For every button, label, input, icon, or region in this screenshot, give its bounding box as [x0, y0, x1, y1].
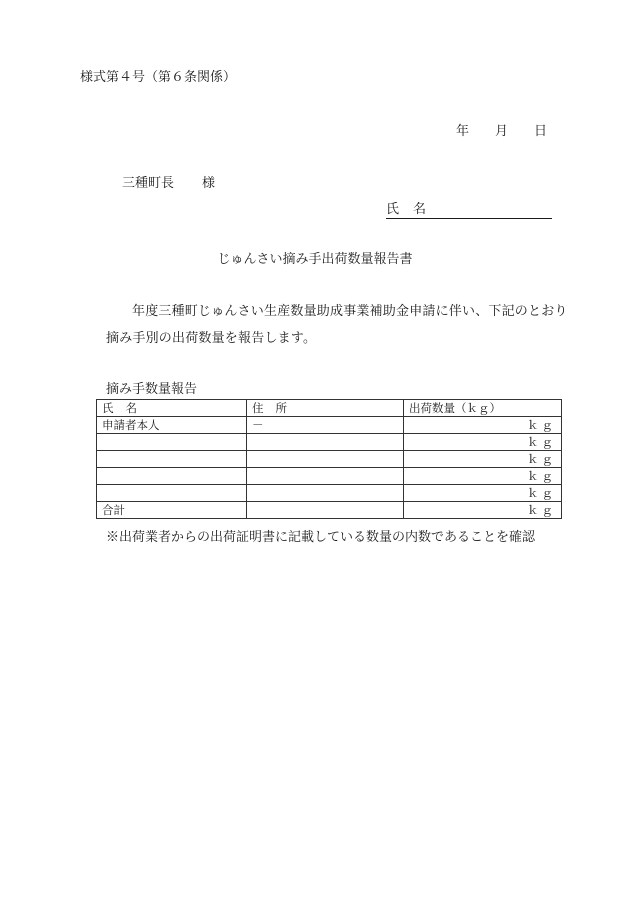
applicant-name-label-2: 名 [413, 202, 427, 217]
cell-quantity[interactable]: ｋｇ [404, 434, 562, 451]
table-row [97, 434, 562, 451]
applicant-name-field[interactable] [386, 198, 552, 219]
table-header-row [97, 400, 562, 417]
table-row [97, 451, 562, 468]
cell-address[interactable] [247, 485, 404, 502]
table-row [97, 468, 562, 485]
date-line [456, 120, 547, 139]
cell-address[interactable]: － [247, 417, 404, 434]
footnote: ※出荷業者からの出荷証明書に記載している数量の内数であることを確認 [106, 530, 536, 545]
cell-total-quantity[interactable]: ｋｇ [404, 502, 562, 519]
date-year-label: 年 [456, 124, 470, 139]
cell-name[interactable] [97, 468, 247, 485]
date-month-label: 月 [495, 124, 509, 139]
addressee [122, 172, 215, 191]
table-row [97, 485, 562, 502]
cell-address[interactable] [247, 434, 404, 451]
cell-name[interactable] [97, 451, 247, 468]
cell-address[interactable] [247, 502, 404, 519]
table-row [97, 417, 562, 434]
report-table [96, 399, 562, 519]
cell-name[interactable] [97, 485, 247, 502]
section-title: 摘み手数量報告 [106, 382, 198, 397]
addressee-honorific: 様 [202, 176, 216, 191]
cell-address[interactable] [247, 451, 404, 468]
header-address: 住 所 [247, 400, 404, 417]
cell-address[interactable] [247, 468, 404, 485]
addressee-name: 三種町長 [122, 176, 175, 191]
applicant-name-label-1: 氏 [386, 202, 400, 217]
body-text: 年度三種町じゅんさい生産数量助成事業補助金申請に伴い、下記のとおり摘み手別の出荷数量を報告します。 [106, 304, 568, 346]
form-number: 様式第４号（第６条関係） [80, 70, 237, 85]
header-quantity: 出荷数量（ｋｇ） [404, 400, 562, 417]
cell-total-label: 合計 [97, 502, 247, 519]
header-name: 氏 名 [97, 400, 247, 417]
table-total-row [97, 502, 562, 519]
document-title: じゅんさい摘み手出荷数量報告書 [217, 252, 413, 267]
cell-quantity[interactable]: ｋｇ [404, 468, 562, 485]
cell-name[interactable]: 申請者本人 [97, 417, 247, 434]
date-day-label: 日 [534, 124, 548, 139]
cell-name[interactable] [97, 434, 247, 451]
cell-quantity[interactable]: ｋｇ [404, 451, 562, 468]
cell-quantity[interactable]: ｋｇ [404, 485, 562, 502]
cell-quantity[interactable]: ｋｇ [404, 417, 562, 434]
